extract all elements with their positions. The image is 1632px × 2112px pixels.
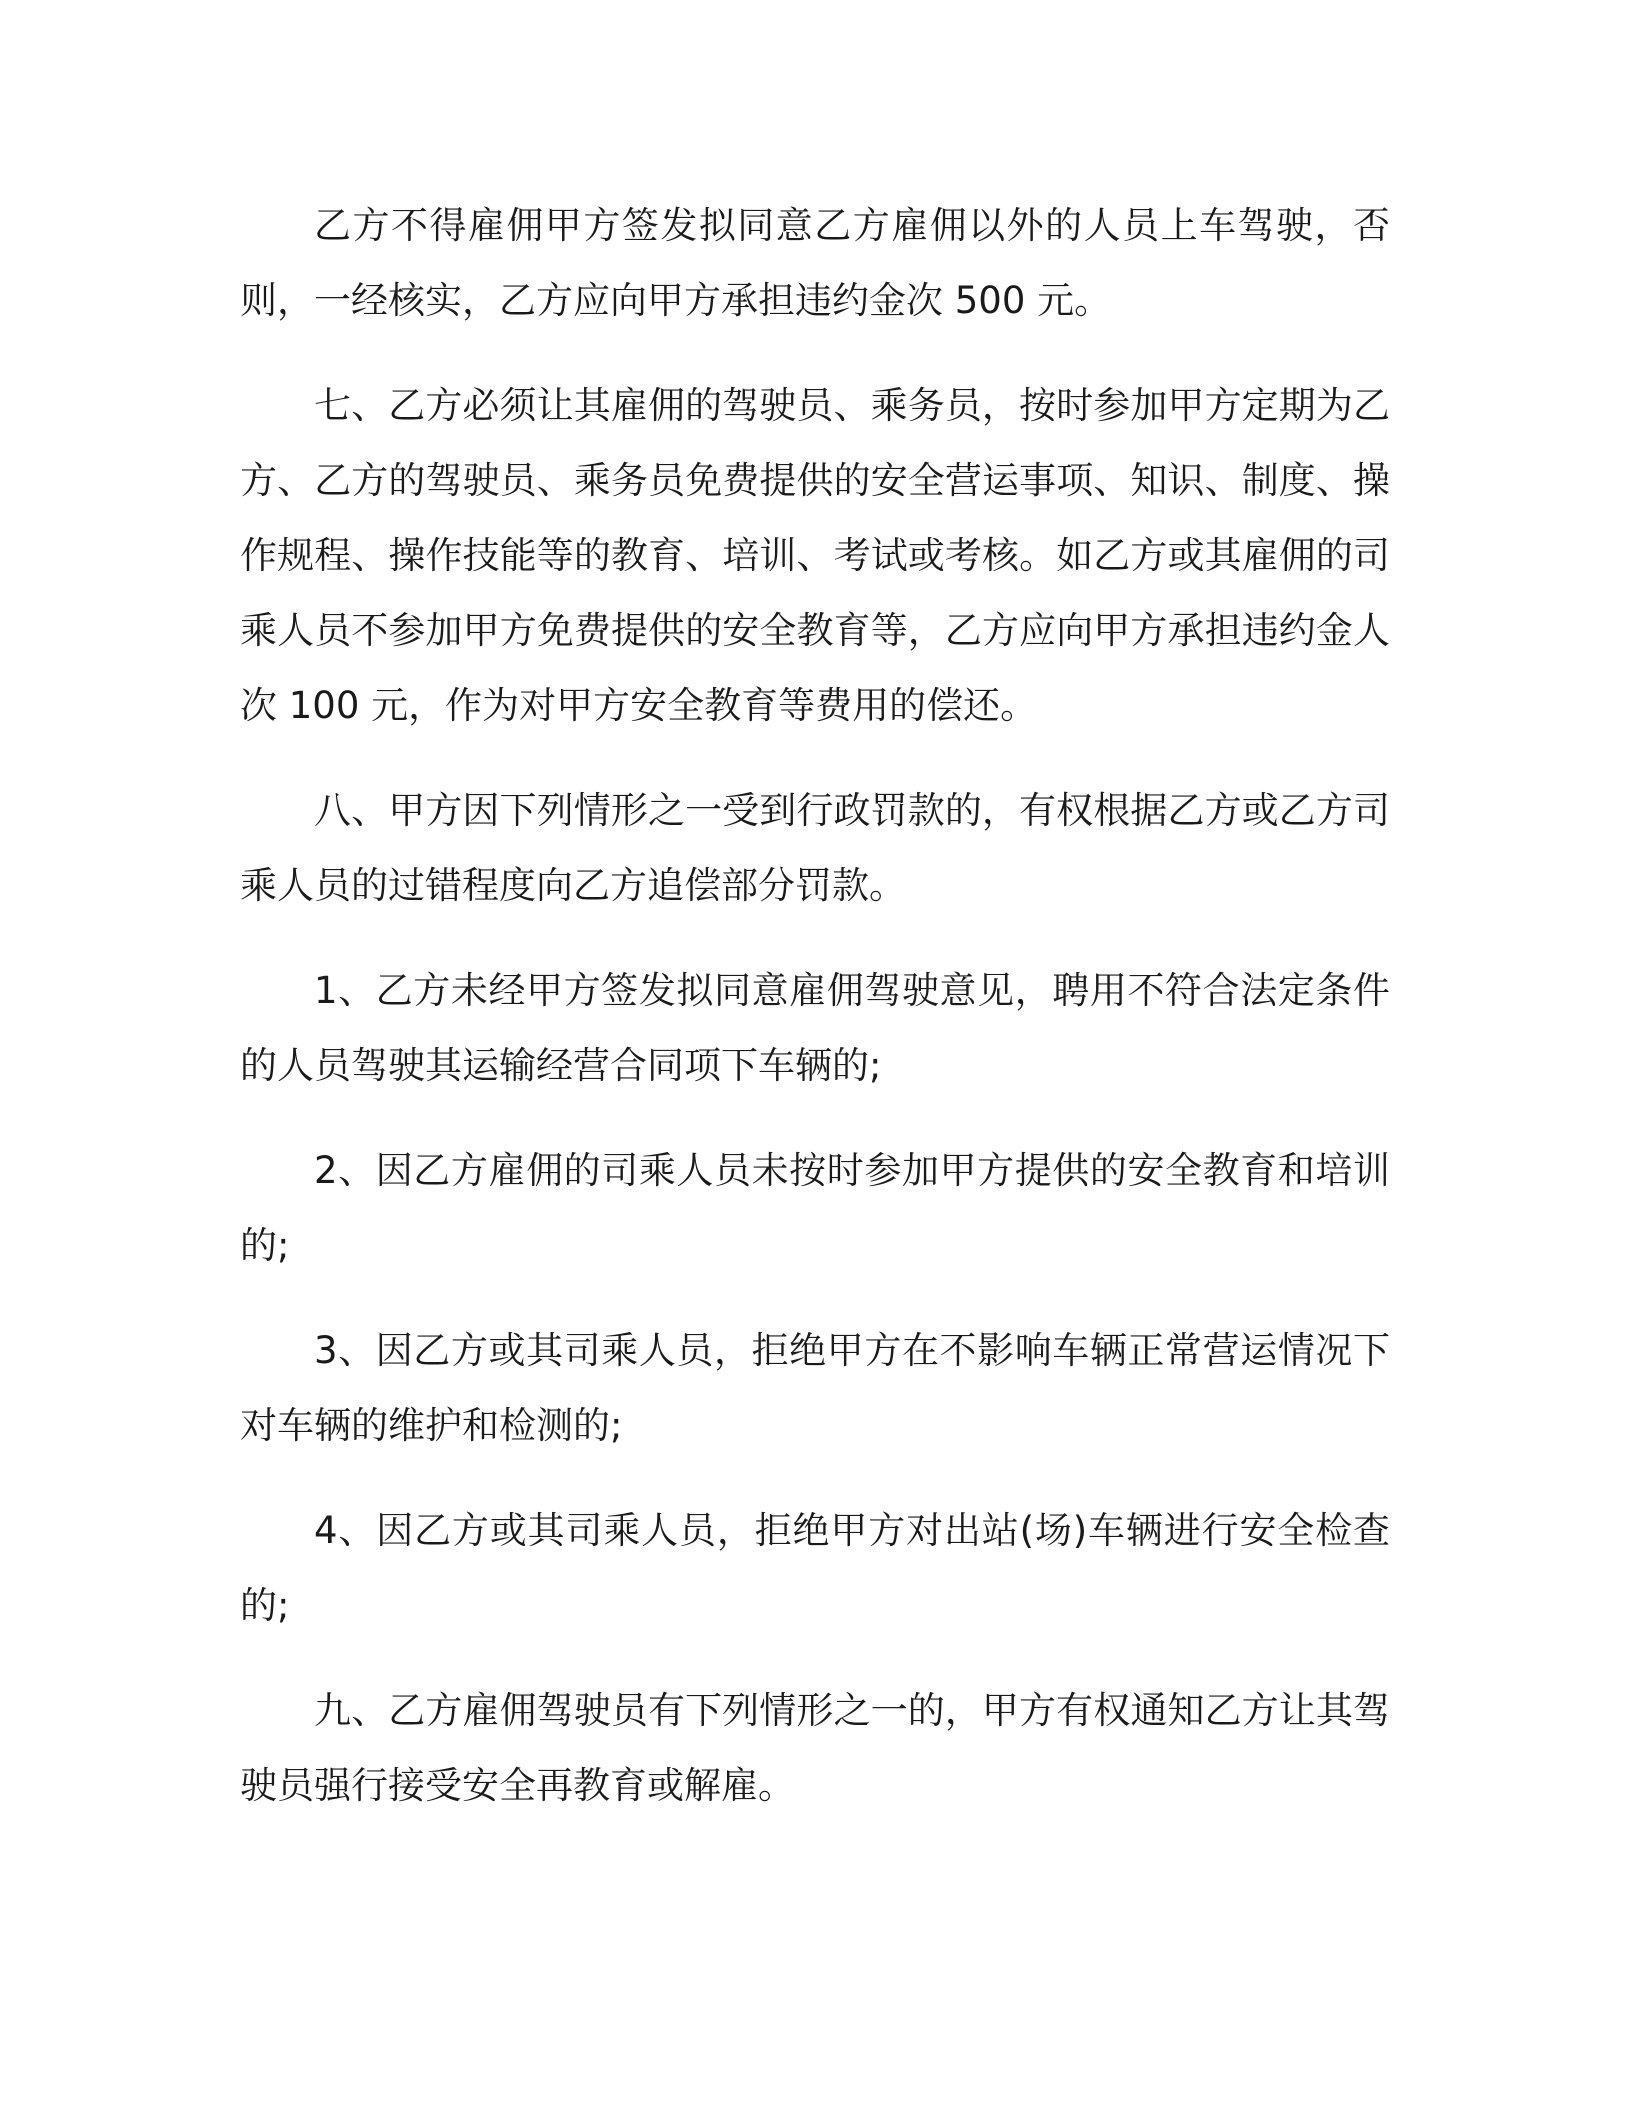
paragraph-item-4: 4、因乙方或其司乘人员，拒绝甲方对出站(场)车辆进行安全检查的; [240,1509,1390,1627]
paragraph-item-3: 3、因乙方或其司乘人员，拒绝甲方在不影响车辆正常营运情况下对车辆的维护和检测的; [240,1329,1390,1447]
document-body [240,188,1390,1823]
paragraph-clause-8: 八、甲方因下列情形之一受到行政罚款的，有权根据乙方或乙方司乘人员的过错程度向乙方追偿部分罚款。 [240,789,1390,907]
paragraph-item-1: 1、乙方未经甲方签发拟同意雇佣驾驶意见，聘用不符合法定条件的人员驾驶其运输经营合同项下车辆的; [240,969,1390,1087]
paragraph-employment-restriction: 乙方不得雇佣甲方签发拟同意乙方雇佣以外的人员上车驾驶，否则，一经核实，乙方应向甲方承担违约金次 500 元。 [240,204,1390,322]
paragraph-item-2: 2、因乙方雇佣的司乘人员未按时参加甲方提供的安全教育和培训的; [240,1149,1390,1267]
paragraph-clause-9: 九、乙方雇佣驾驶员有下列情形之一的，甲方有权通知乙方让其驾驶员强行接受安全再教育或解雇。 [240,1689,1390,1807]
paragraph-clause-7: 七、乙方必须让其雇佣的驾驶员、乘务员，按时参加甲方定期为乙方、乙方的驾驶员、乘务员免费提供的安全营运事项、知识、制度、操作规程、操作技能等的教育、培训、考试或考核。如乙方或其雇佣的司乘人员不参加甲方免费提供的安全教育等，乙方应向甲方承担违约金人次 100 元，作为对甲方安全教育等费用的偿还。 [240,384,1390,727]
